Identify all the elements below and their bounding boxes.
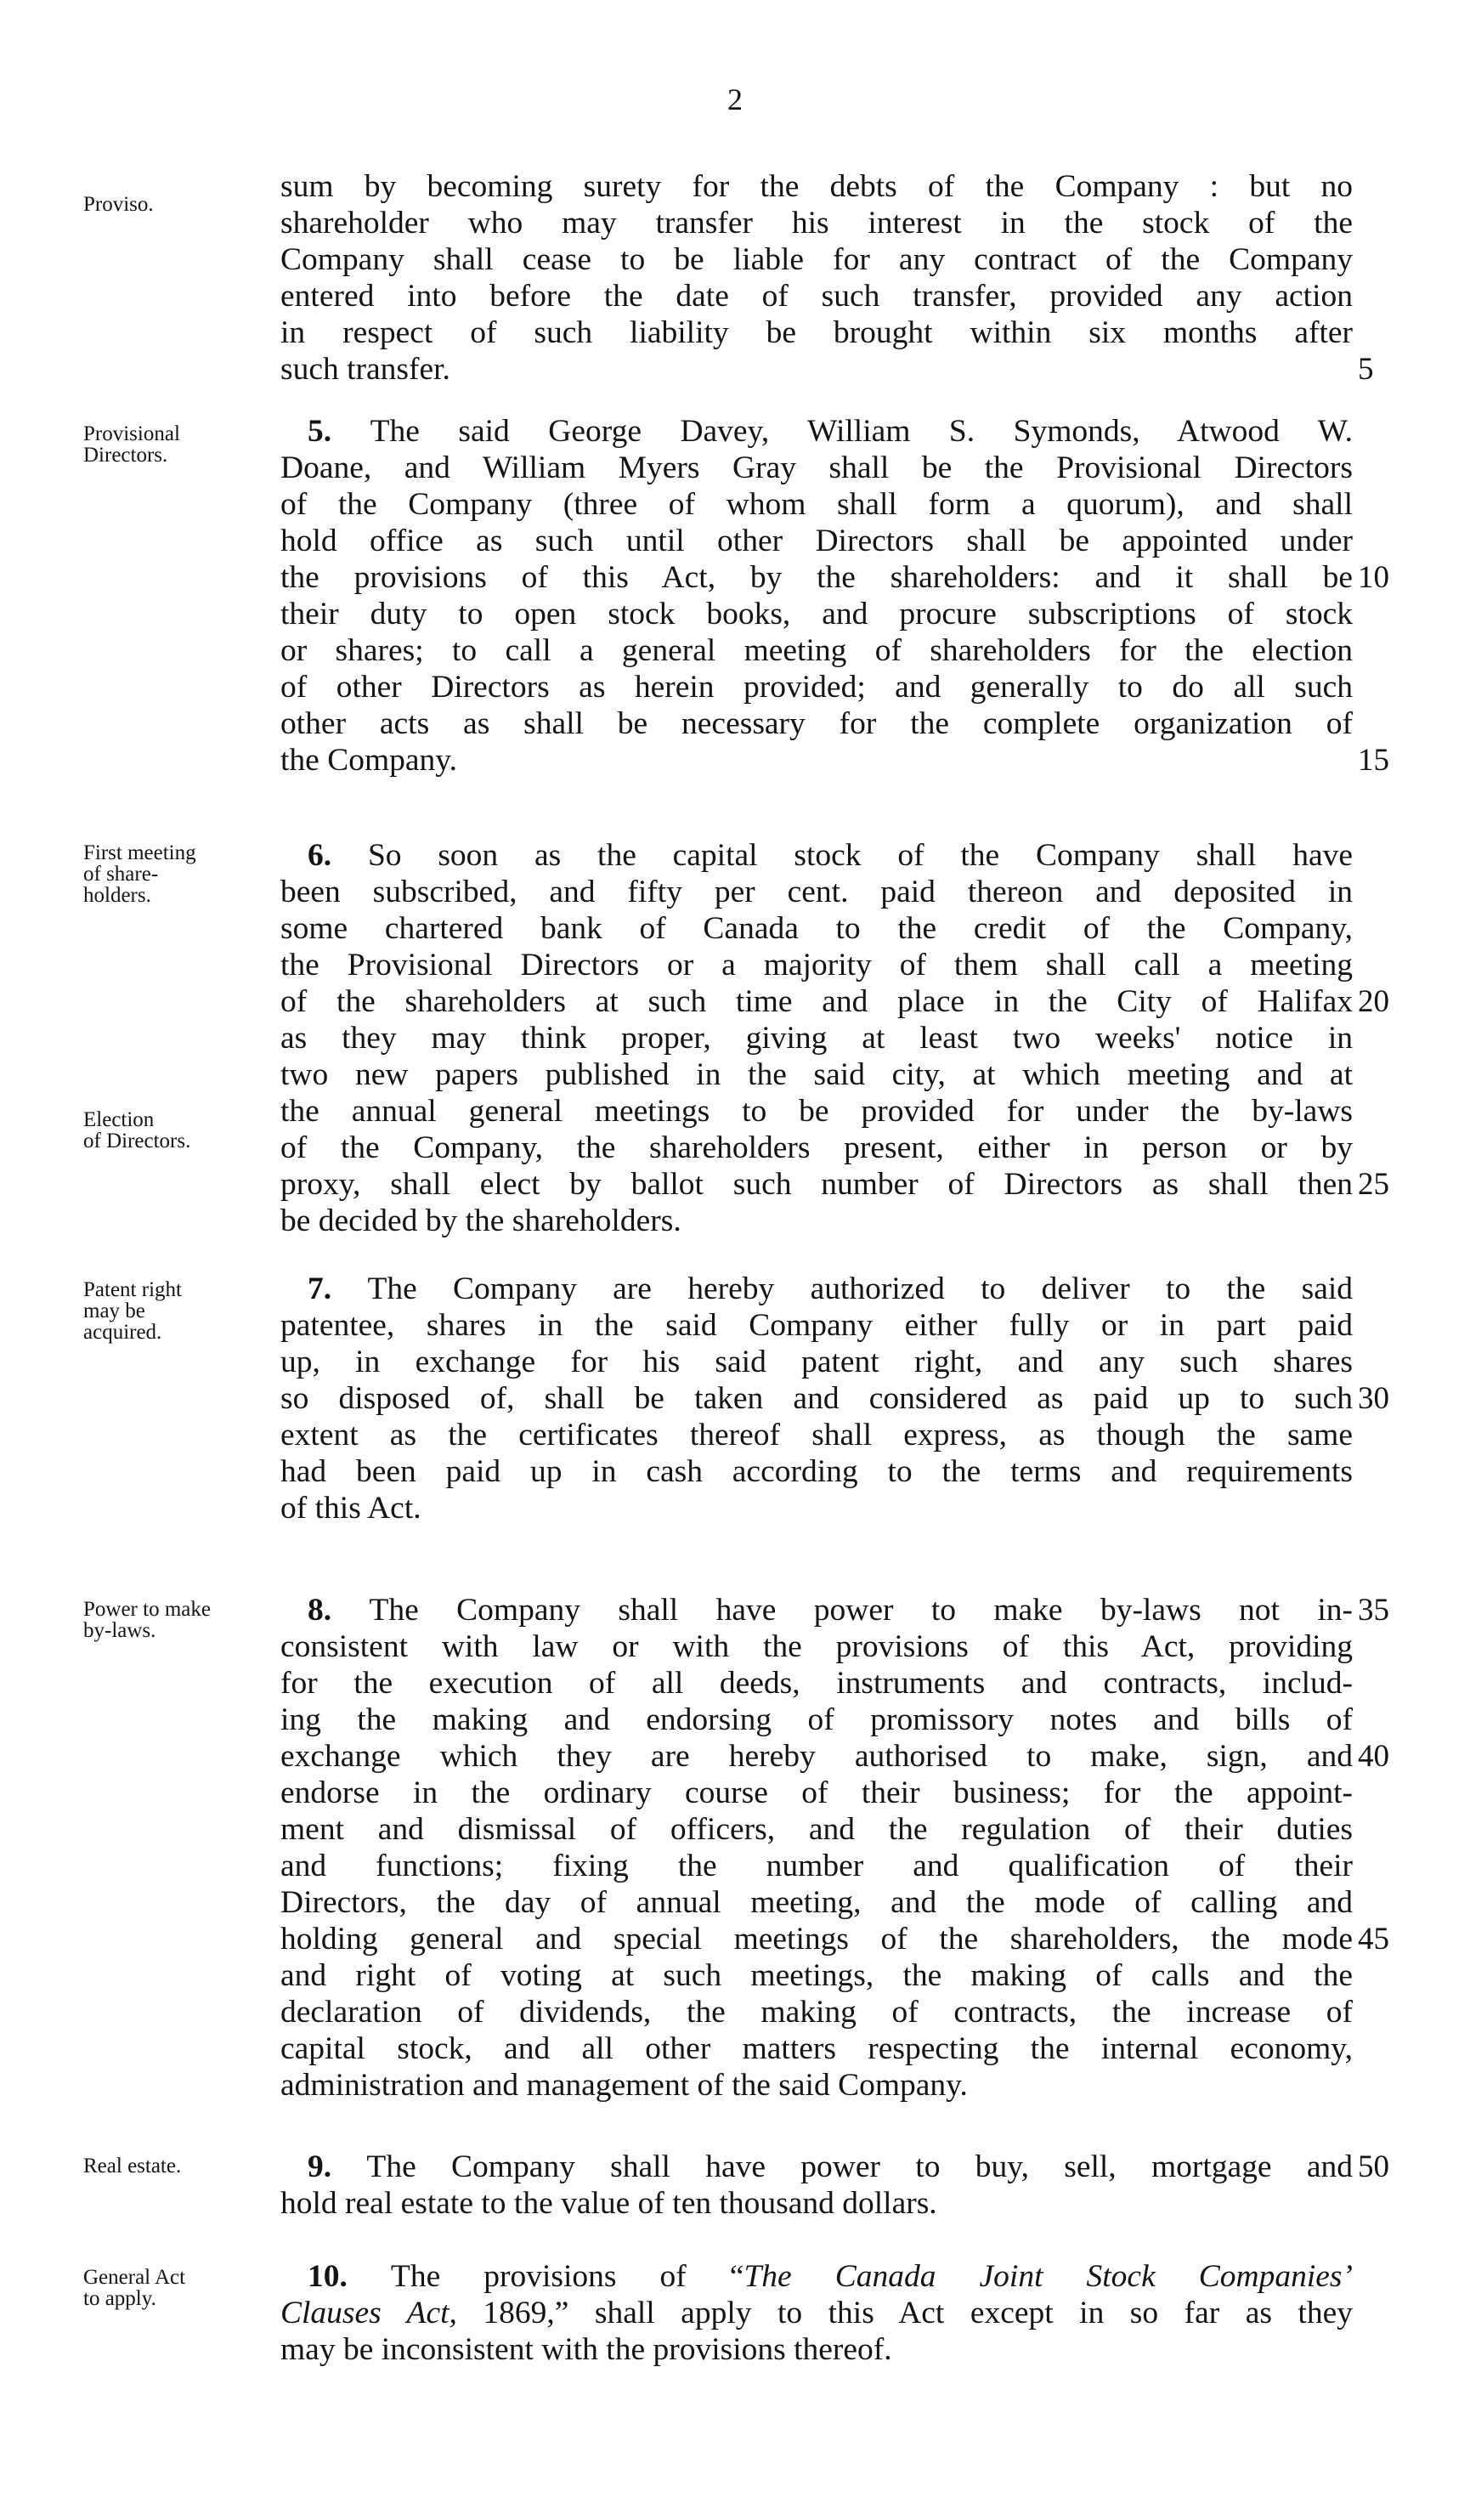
line-number: 50 [1358, 2149, 1389, 2184]
text-line: for the execution of all deeds, instruments and contracts, includ- [280, 1666, 1353, 1701]
line-number: 35 [1358, 1593, 1389, 1628]
text-line: entered into before the date of such transfer, provided any action [280, 279, 1353, 314]
text-line: such transfer. [280, 352, 450, 387]
margin-note-line: First meeting [83, 841, 196, 864]
act-title: The Canada Joint Stock Companies’ [743, 2259, 1353, 2294]
section-text [280, 168, 1353, 388]
text-line: some chartered bank of Canada to the credit of the Company, [280, 911, 1353, 946]
text-line: hold real estate to the value of ten thousand dollars. [280, 2186, 937, 2221]
text-line: capital stock, and all other matters respecting the internal economy, [280, 2031, 1353, 2066]
text-line: so disposed of, shall be taken and considered as paid up to such [280, 1381, 1353, 1416]
margin-note-line: Proviso. [83, 193, 154, 216]
text-line: 8. The Company shall have power to make by-laws not in- [308, 1593, 1353, 1628]
section-number: 7. [308, 1271, 368, 1306]
section-text [280, 1592, 1353, 2104]
text-line: two new papers published in the said city, at which meeting and at [280, 1057, 1353, 1092]
margin-note-line: by-laws. [83, 1619, 156, 1642]
text-line: 10. The provisions of “The Canada Joint Stock Companies’ [308, 2259, 1353, 2294]
text-line: patentee, shares in the said Company either fully or in part paid [280, 1308, 1353, 1343]
text-line: Company shall cease to be liable for any contract of the Company [280, 242, 1353, 277]
line-number: 10 [1358, 560, 1389, 595]
text-line: 6. So soon as the capital stock of the Company shall have [308, 838, 1354, 873]
margin-note [83, 842, 270, 906]
text-line: ment and dismissal of officers, and the regulation of their duties [280, 1812, 1353, 1847]
line-number: 25 [1358, 1167, 1389, 1202]
section-text [280, 2149, 1353, 2222]
margin-note [83, 2155, 270, 2177]
text-line: consistent with law or with the provisions of this Act, providing [280, 1629, 1353, 1664]
text-line: or shares; to call a general meeting of shareholders for the election [280, 633, 1353, 668]
text-line: exchange which they are hereby authorised to make, sign, and [280, 1739, 1353, 1774]
margin-note [83, 1109, 270, 1152]
text-line: in respect of such liability be brought within six months after [280, 315, 1353, 350]
section-text [280, 2258, 1353, 2368]
margin-note-line: holders. [83, 884, 151, 907]
text-line: and right of voting at such meetings, the making of calls and the [280, 1958, 1353, 1993]
line-number: 15 [1358, 743, 1389, 778]
line-number: 40 [1358, 1739, 1389, 1774]
line-number: 45 [1358, 1922, 1389, 1957]
margin-note [83, 2267, 270, 2309]
section-text [280, 413, 1353, 779]
line-number: 20 [1358, 984, 1389, 1019]
margin-note-line: acquired. [83, 1321, 162, 1344]
act-title: Clauses Act, [280, 2296, 457, 2330]
line-number: 5 [1358, 352, 1374, 387]
text-line: extent as the certificates thereof shall express, as though the same [280, 1418, 1353, 1453]
margin-note-line: of share- [83, 863, 159, 886]
margin-note-line: may be [83, 1300, 145, 1322]
margin-note-line: to apply. [83, 2287, 156, 2310]
text-line: Clauses Act, 1869,” shall apply to this Act except in so far as they [280, 2296, 1353, 2330]
section-number: 9. [308, 2149, 367, 2184]
text-line: had been paid up in cash according to the terms and requirements [280, 1454, 1353, 1489]
text-line: as they may think proper, giving at least two weeks' notice in [280, 1021, 1353, 1056]
text-line: Doane, and William Myers Gray shall be the Provisional Directors [280, 450, 1353, 485]
text-line: may be inconsistent with the provisions thereof. [280, 2332, 892, 2367]
text-line: shareholder who may transfer his interest in the stock of the [280, 206, 1353, 241]
section-number: 5. [308, 414, 370, 449]
section-number: 10. [308, 2259, 391, 2294]
text-line: of the shareholders at such time and place in the City of Halifax [280, 984, 1353, 1019]
text-line: been subscribed, and fifty per cent. paid thereon and deposited in [280, 875, 1353, 909]
text-line: administration and management of the said Company. [280, 2068, 968, 2103]
section-number: 8. [308, 1593, 370, 1628]
text-line: and functions; fixing the number and qualification of their [280, 1849, 1353, 1883]
section-text [280, 1271, 1353, 1526]
text-line: the provisions of this Act, by the shareholders: and it shall be [280, 560, 1353, 595]
text-line: proxy, shall elect by ballot such number of Directors as shall then [280, 1167, 1353, 1202]
margin-note-line: Provisional [83, 422, 180, 445]
text-line: up, in exchange for his said patent right, and any such shares [280, 1345, 1353, 1379]
margin-note-line: General Act [83, 2266, 186, 2289]
margin-note-line: Directors. [83, 444, 168, 467]
line-number: 30 [1358, 1381, 1389, 1416]
margin-note [83, 1279, 270, 1343]
margin-note-line: Real estate. [83, 2155, 182, 2177]
text-line: ing the making and endorsing of promissory notes and bills of [280, 1702, 1353, 1737]
text-line: holding general and special meetings of the shareholders, the mode [280, 1922, 1353, 1957]
margin-note [83, 194, 270, 215]
text-line: sum by becoming surety for the debts of the Company : but no [280, 169, 1353, 204]
text-line: 7. The Company are hereby authorized to deliver to the said [308, 1271, 1354, 1306]
text-line: of this Act. [280, 1491, 421, 1526]
margin-note [83, 423, 270, 466]
text-line: declaration of dividends, the making of contracts, the increase of [280, 1995, 1353, 2030]
text-line: other acts as shall be necessary for the complete organization of [280, 706, 1353, 741]
text-line: 5. The said George Davey, William S. Symonds, Atwood W. [308, 414, 1353, 449]
margin-note-line: of Directors. [83, 1130, 191, 1152]
text-line: of the Company (three of whom shall form a quorum), and shall [280, 487, 1353, 522]
section-number: 6. [308, 838, 368, 873]
text-line: the annual general meetings to be provided for under the by-laws [280, 1094, 1353, 1129]
margin-note-line: Power to make [83, 1598, 211, 1621]
text-line: their duty to open stock books, and procure subscriptions of stock [280, 597, 1353, 631]
text-line: of the Company, the shareholders present, either in person or by [280, 1130, 1353, 1165]
text-line: endorse in the ordinary course of their business; for the appoint- [280, 1775, 1353, 1810]
text-line: 9. The Company shall have power to buy, sell, mortgage and [308, 2149, 1354, 2184]
text-line: of other Directors as herein provided; and generally to do all such [280, 670, 1353, 705]
margin-note-line: Patent right [83, 1278, 182, 1301]
section-text [280, 837, 1353, 1239]
margin-note-line: Election [83, 1108, 155, 1131]
text-line: Directors, the day of annual meeting, and the mode of calling and [280, 1885, 1353, 1920]
margin-note [83, 1599, 270, 1641]
text-line: the Company. [280, 743, 457, 778]
text-line: be decided by the shareholders. [280, 1203, 681, 1238]
text-line: hold office as such until other Directors shall be appointed under [280, 524, 1353, 558]
page-number: 2 [727, 82, 743, 116]
text-line: the Provisional Directors or a majority of them shall call a meeting [280, 948, 1353, 983]
